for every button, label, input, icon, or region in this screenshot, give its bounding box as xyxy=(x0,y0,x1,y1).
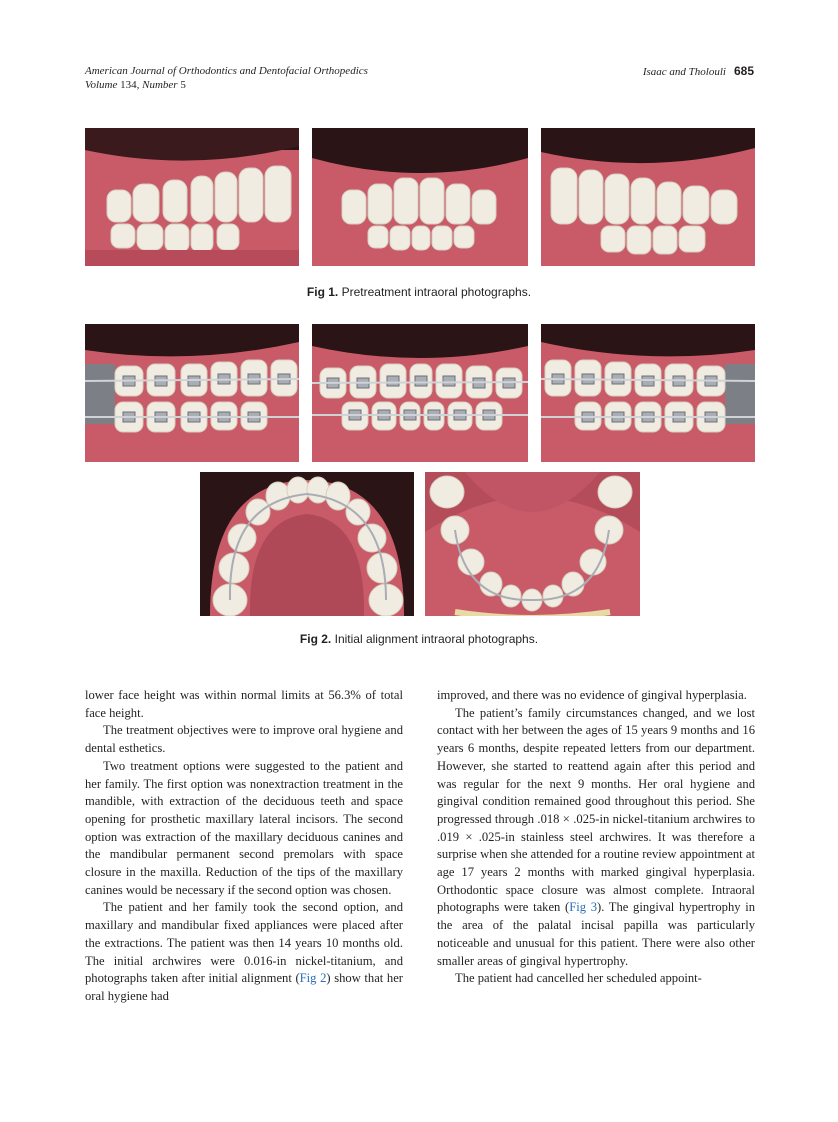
left-text-column xyxy=(85,687,403,1006)
fig1-photo-right-lateral xyxy=(85,128,299,266)
paragraph-text: ) show that her oral hygiene had xyxy=(85,971,404,1003)
fig2-photo-maxillary-occlusal xyxy=(200,472,414,616)
running-header-left xyxy=(85,64,368,92)
figure-1-label: Fig 1. xyxy=(306,285,339,299)
fig2-photo-mandibular-occlusal xyxy=(425,472,640,616)
authors: Isaac and Tholouli xyxy=(642,66,726,78)
page-number: 685 xyxy=(733,64,754,78)
paragraph: improved, and there was no evidence of gingival hyperplasia. xyxy=(437,688,747,702)
number-value: 5 xyxy=(180,79,186,91)
fig-2-link[interactable]: Fig 2 xyxy=(299,971,327,986)
figure-1-text: Pretreatment intraoral photographs. xyxy=(341,285,532,299)
paragraph-text: The patient’s family circumstances changed, and we lost contact with her between the ages of 15 years 9 months and 16 years 6 months, despite repeated letters from our department. However, she started to reattend again after this period and was regular for the next 9 months. Her oral hygiene and gingival condition remained good throughout this period. She progressed through .018 × .025-in nickel-titanium archwires to .019 × .025-in stainless steel archwires. It was therefore a surprise when she attended for a routine review appointment at age 17 years 2 months with marked gingival hyperplasia. Orthodontic space closure was almost complete. Intraoral photographs were taken ( xyxy=(437,705,755,915)
paragraph-text: ). The gingival hypertrophy in the area of the palatal incisal papilla was particularly noticeable and unusual for this patient. There were also other smaller areas of gingival hypertrophy. xyxy=(437,900,755,968)
fig1-photo-frontal xyxy=(312,128,528,266)
right-text-column xyxy=(437,687,755,988)
fig1-photo-left-lateral xyxy=(541,128,755,266)
paragraph-text: The patient and her family took the second option, and maxillary and mandibular fixed appliances were placed after the extractions. The patient was then 14 years 10 months old. The initial archwires were 0.016-in nickel-titanium, and photographs taken after initial alignment ( xyxy=(85,900,403,986)
volume-number: 134 xyxy=(120,79,137,91)
paragraph xyxy=(85,899,403,1005)
volume-issue xyxy=(85,78,368,92)
paragraph: Two treatment options were suggested to the patient and her family. The first option was nonextraction treatment in the mandible, with extraction of the deciduous teeth and space opening for prosthetic maxillary lateral incisors. The second option was extraction of the maxillary deciduous canines and the mandibular permanent second premolars with space closure in the maxilla. Reduction of the tips of the maxillary canines would be necessary if the second option was chosen. xyxy=(85,758,403,897)
paragraph: lower face height was within normal limits at 56.3% of total face height. xyxy=(85,688,403,720)
figure-2-label: Fig 2. xyxy=(299,632,332,646)
fig2-photo-right-lateral xyxy=(85,324,299,462)
fig2-photo-frontal xyxy=(312,324,528,462)
fig2-photo-left-lateral xyxy=(541,324,755,462)
paragraph: The patient had cancelled her scheduled appoint- xyxy=(455,971,702,986)
figure-2-text: Initial alignment intraoral photographs. xyxy=(334,632,539,646)
paragraph: The treatment objectives were to improve oral hygiene and dental esthetics. xyxy=(85,723,403,756)
journal-title: American Journal of Orthodontics and Dentofacial Orthopedics xyxy=(85,65,368,77)
figure-1-caption xyxy=(0,285,838,299)
fig-3-link[interactable]: Fig 3 xyxy=(569,900,597,915)
volume-label: Volume xyxy=(85,79,121,91)
paragraph xyxy=(437,705,755,971)
number-label: , Number xyxy=(136,79,181,91)
running-header-right xyxy=(643,64,754,79)
figure-2-caption xyxy=(0,632,838,646)
